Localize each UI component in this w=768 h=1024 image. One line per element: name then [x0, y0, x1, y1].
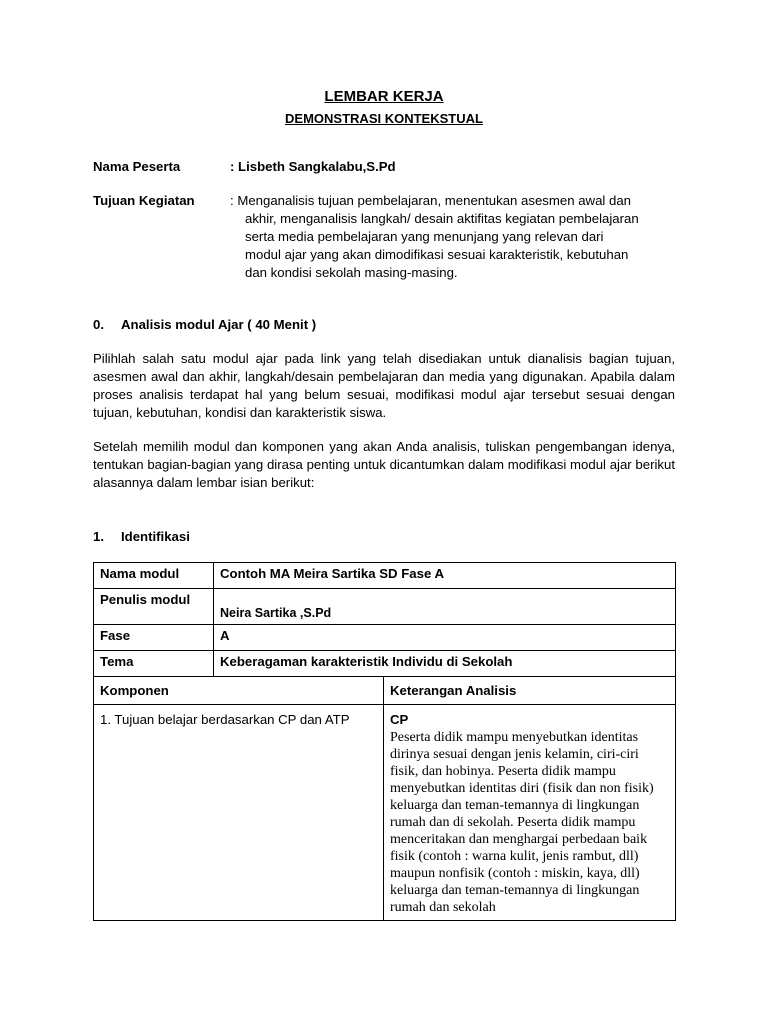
component-cell: 1. Tujuan belajar berdasarkan CP dan ATP: [94, 705, 384, 921]
purpose-first-line: : Menganalisis tujuan pembelajaran, menentukan asesmen awal dan: [230, 193, 632, 208]
purpose-label: Tujuan Kegiatan: [93, 193, 195, 208]
analysis-cell: [384, 705, 676, 921]
purpose-line: serta media pembelajaran yang menunjang yang relevan dari: [245, 229, 604, 244]
table-key-cell: Fase: [94, 625, 214, 651]
author-value: Neira Sartika ,S.Pd: [214, 589, 676, 625]
purpose-text: [230, 192, 676, 282]
table-key-cell: Nama modul: [94, 563, 214, 589]
instruction-paragraph-2: Setelah memilih modul dan komponen yang akan Anda analisis, tuliskan pengembangan idenya, tentukan bagian-bagian yang dirasa penting untuk dicantumkan dalam modifikasi modul ajar berikut alasannya dalam lembar isian berikut:: [93, 439, 675, 490]
analysis-heading: CP: [390, 712, 409, 727]
table-row: [94, 589, 676, 625]
section-0-title: Analisis modul Ajar ( 40 Menit ): [121, 317, 317, 332]
document-title: LEMBAR KERJA: [324, 88, 444, 105]
document-subtitle: DEMONSTRASI KONTEKSTUAL: [285, 111, 483, 126]
purpose-line: akhir, menganalisis langkah/ desain aktifitas kegiatan pembelajaran: [245, 211, 639, 226]
table-row: [94, 651, 676, 677]
section-1-title: Identifikasi: [121, 529, 190, 544]
instruction-paragraph-1: Pilihlah salah satu modul ajar pada link yang telah disediakan untuk dianalisis bagian tujuan, asesmen awal dan akhir, langkah/desain pembelajaran dan media yang digunakan. Apabila dalam proses analisis terdapat hal yang belum sesuai, modifikasi modul ajar tersebut sesuai dengan tujuan, kebutuhan, kondisi dan karakteristik siswa.: [93, 351, 675, 420]
table-row: [94, 563, 676, 589]
table-header-row: [94, 677, 676, 705]
phase-value: A: [214, 625, 676, 651]
table-key-cell: Tema: [94, 651, 214, 677]
identification-table: [93, 562, 676, 921]
participant-value: : Lisbeth Sangkalabu,S.Pd: [230, 159, 396, 174]
table-key-cell: Penulis modul: [94, 589, 214, 625]
purpose-line: modul ajar yang akan dimodifikasi sesuai karakteristik, kebutuhan: [245, 247, 629, 262]
section-0-number: 0.: [93, 317, 104, 332]
table-row: [94, 625, 676, 651]
table-row: [94, 705, 676, 921]
column-header-analysis: Keterangan Analisis: [384, 677, 676, 705]
column-header-component: Komponen: [94, 677, 384, 705]
section-0-heading: [93, 316, 316, 334]
purpose-line: dan kondisi sekolah masing-masing.: [245, 265, 458, 280]
participant-label: Nama Peserta: [93, 159, 181, 174]
section-1-number: 1.: [93, 529, 104, 544]
theme-value: Keberagaman karakteristik Individu di Sekolah: [214, 651, 676, 677]
analysis-text: Peserta didik mampu menyebutkan identitas dirinya sesuai dengan jenis kelamin, ciri-ciri fisik, dan hobinya. Peserta didik mampu menyebutkan identitas diri (fisik dan non fisik) keluarga dan teman-temannya di lingkungan rumah dan di sekolah. Peserta didik mampu menceritakan dan menghargai perbedaan baik fisik (contoh : warna kulit, jenis rambut, dll) maupun nonfisik (contoh : miskin, kaya, dll) keluarga dan teman-temannya di lingkungan rumah dan sekolah: [390, 730, 654, 915]
section-1-heading: [93, 528, 190, 546]
module-name-value: Contoh MA Meira Sartika SD Fase A: [214, 563, 676, 589]
